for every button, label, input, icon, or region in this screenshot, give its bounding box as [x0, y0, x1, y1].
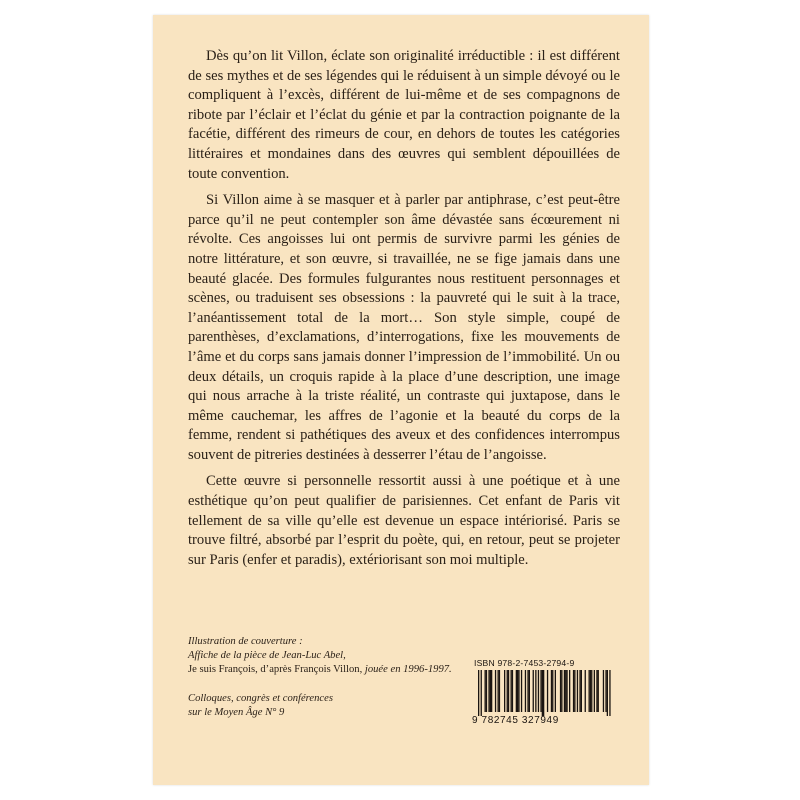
- ean-digits: 9 782745 327949: [472, 715, 559, 726]
- barcode-bar: [481, 670, 482, 716]
- barcode-bar: [555, 670, 556, 712]
- credits-play: [188, 663, 488, 677]
- barcode-bar: [538, 670, 539, 712]
- barcode-bar: [585, 670, 586, 712]
- barcode-bar: [542, 670, 543, 716]
- barcode-bar: [498, 670, 499, 712]
- barcode-bar: [507, 670, 508, 712]
- barcode-bar: [535, 670, 536, 712]
- barcode-bar: [527, 670, 528, 712]
- barcode-bar: [525, 670, 526, 712]
- credits-play-dates: jouée en 1996-1997.: [362, 664, 452, 676]
- back-cover: [153, 15, 649, 785]
- barcode-bar: [565, 670, 566, 712]
- isbn-barcode: [472, 658, 616, 728]
- barcode-bar: [566, 670, 567, 712]
- blurb-paragraph-2: Si Villon aime à se masquer et à parler par antiphrase, c’est peut-être parce qu’il ne peut contempler son âme dévastée sans écœurement ni révolte. Ces angoisses lui ont permis de survivre parmi les génies de notre littérature, et son œuvre, si travaillée, ne se fige jamais dans une beauté glacée. Des formules fulgurantes nous restituent personnages et scènes, ou traduisent ses obsessions : la pauvreté qui le suit à la trace, l’anéantissement total de la mort… Son style simple, coupé de parenthèses, d’exclamations, d’interrogations, fixe les mouvements de l’âme et du corps sans jamais donner l’impression de l’immobilité. Un ou deux détails, un croquis rapide à la place d’une description, une image qui nous arrache à la triste réalité, un contraste qui juxtapose, dans le même cauchemar, les affres de l’agonie et la beauté du corps de la femme, rendent si pathétiques des aveux et des confidences interrompus souvent de pitreries destinées à desserrer l’étau de l’angoisse.: [188, 192, 620, 463]
- barcode-bar: [589, 670, 590, 712]
- barcode-bar: [521, 670, 522, 712]
- barcode-bar: [560, 670, 561, 712]
- barcode-bar: [573, 670, 574, 712]
- series-line-2: sur le Moyen Âge N° 9: [188, 707, 285, 719]
- barcode-bar: [504, 670, 505, 712]
- barcode-bar: [591, 670, 592, 712]
- barcode-bar: [495, 670, 496, 712]
- barcode-bar: [609, 670, 610, 716]
- blurb-paragraph-3: Cette œuvre si personnelle ressortit aussi à une poétique et à une esthétique qu’on peut qualifier de parisiennes. Cet enfant de Paris vit tellement de sa ville qu’elle est devenue un espace intériorisé. Paris se trouve filtré, absorbé par l’esprit du poète, qui, en retour, peut se projeter sur Paris (enfer et paradis), extériorisant son moi multiple.: [188, 473, 620, 568]
- barcode-bar: [569, 670, 570, 712]
- barcode-bar: [607, 670, 608, 716]
- credits-play-title: Je suis François, d’après François Villon,: [188, 664, 363, 676]
- isbn-number: ISBN 978-2-7453-2794-9: [474, 658, 575, 668]
- barcode-bar: [603, 670, 604, 712]
- series-line-1: Colloques, congrès et conférences: [188, 693, 333, 704]
- barcode-bar: [517, 670, 518, 712]
- barcode-bar: [590, 670, 591, 712]
- barcode-bar: [488, 670, 489, 712]
- barcode-bar: [516, 670, 517, 712]
- barcode-bar: [533, 670, 534, 712]
- barcode-bars: [478, 670, 612, 716]
- cover-illustration-credits: [188, 635, 488, 678]
- barcode-bar: [512, 670, 513, 712]
- barcode-bar: [547, 670, 548, 712]
- barcode-bar: [540, 670, 541, 712]
- series-info: [188, 692, 448, 720]
- barcode-bar: [511, 670, 512, 712]
- barcode-bar: [485, 670, 486, 712]
- credits-heading: Illustration de couverture :: [188, 636, 303, 647]
- barcode-bar: [605, 670, 606, 712]
- barcode-bar: [486, 670, 487, 712]
- barcode-bar: [594, 670, 595, 712]
- barcode-bar: [581, 670, 582, 712]
- credits-poster: Affiche de la pièce de Jean-Luc Abel,: [188, 650, 346, 662]
- barcode-bar: [491, 670, 492, 712]
- barcode-bar: [478, 670, 479, 716]
- barcode-bar: [543, 670, 544, 716]
- barcode-bar: [508, 670, 509, 712]
- barcode-bar: [598, 670, 599, 712]
- barcode-bar: [529, 670, 530, 712]
- barcode-bar: [552, 670, 553, 712]
- barcode-bar: [577, 670, 578, 712]
- barcode-bar: [490, 670, 491, 712]
- blurb-text: [188, 47, 620, 577]
- barcode-bar: [499, 670, 500, 712]
- barcode-bar: [574, 670, 575, 712]
- barcode-bar: [596, 670, 597, 712]
- barcode-bar: [551, 670, 552, 712]
- barcode-bar: [561, 670, 562, 712]
- barcode-bar: [564, 670, 565, 712]
- barcode-bar: [518, 670, 519, 712]
- blurb-paragraph-1: Dès qu’on lit Villon, éclate son originalité irréductible : il est différent de ses mythes et de ses légendes qui le réduisent à un simple dévoyé ou le compliquent à l’excès, différent de lui-même et de ses compagnons de ribote par l’éclair et l’éclat du génie et par la contraction poignante de la facétie, différent des rimeurs de cour, en dehors de toutes les catégories littéraires et mondaines dans des œuvres qui semblent dépouillées de toute convention.: [188, 48, 620, 182]
- barcode-bar: [579, 670, 580, 712]
